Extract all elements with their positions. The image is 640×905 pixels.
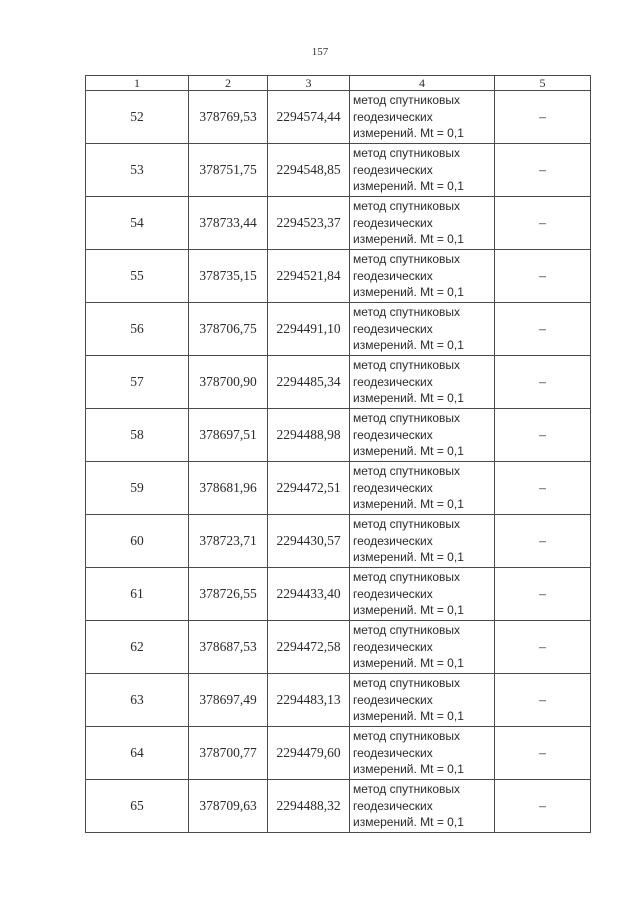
method-cell: метод спутниковых геодезических измерений. Mt = 0,1 bbox=[350, 462, 495, 515]
coord-x-cell: 378687,53 bbox=[189, 621, 268, 674]
method-cell: метод спутниковых геодезических измерений. Mt = 0,1 bbox=[350, 674, 495, 727]
header-row bbox=[86, 76, 591, 91]
table-row bbox=[86, 356, 591, 409]
method-cell: метод спутниковых геодезических измерений. Mt = 0,1 bbox=[350, 515, 495, 568]
table-row bbox=[86, 144, 591, 197]
table-row bbox=[86, 621, 591, 674]
coord-x-cell: 378706,75 bbox=[189, 303, 268, 356]
method-cell: метод спутниковых геодезических измерений. Mt = 0,1 bbox=[350, 621, 495, 674]
note-cell: – bbox=[495, 303, 591, 356]
note-cell: – bbox=[495, 250, 591, 303]
coord-x-cell: 378697,49 bbox=[189, 674, 268, 727]
table-row bbox=[86, 409, 591, 462]
point-number-cell: 57 bbox=[86, 356, 189, 409]
coord-x-cell: 378751,75 bbox=[189, 144, 268, 197]
method-cell: метод спутниковых геодезических измерений. Mt = 0,1 bbox=[350, 144, 495, 197]
coord-y-cell: 2294483,13 bbox=[268, 674, 350, 727]
method-cell: метод спутниковых геодезических измерений. Mt = 0,1 bbox=[350, 356, 495, 409]
point-number-cell: 58 bbox=[86, 409, 189, 462]
coord-y-cell: 2294479,60 bbox=[268, 727, 350, 780]
point-number-cell: 54 bbox=[86, 197, 189, 250]
point-number-cell: 62 bbox=[86, 621, 189, 674]
table-row bbox=[86, 197, 591, 250]
header-col-5: 5 bbox=[495, 76, 591, 91]
note-cell: – bbox=[495, 144, 591, 197]
method-cell: метод спутниковых геодезических измерений. Mt = 0,1 bbox=[350, 91, 495, 144]
coord-y-cell: 2294521,84 bbox=[268, 250, 350, 303]
coord-y-cell: 2294523,37 bbox=[268, 197, 350, 250]
page-number: 157 bbox=[311, 46, 329, 58]
coord-y-cell: 2294472,51 bbox=[268, 462, 350, 515]
header-col-4: 4 bbox=[350, 76, 495, 91]
table-row bbox=[86, 780, 591, 833]
table-header bbox=[86, 76, 591, 91]
note-cell: – bbox=[495, 356, 591, 409]
table-row bbox=[86, 250, 591, 303]
point-number-cell: 56 bbox=[86, 303, 189, 356]
point-number-cell: 52 bbox=[86, 91, 189, 144]
coord-y-cell: 2294472,58 bbox=[268, 621, 350, 674]
point-number-cell: 53 bbox=[86, 144, 189, 197]
note-cell: – bbox=[495, 621, 591, 674]
point-number-cell: 63 bbox=[86, 674, 189, 727]
point-number-cell: 61 bbox=[86, 568, 189, 621]
coord-x-cell: 378697,51 bbox=[189, 409, 268, 462]
note-cell: – bbox=[495, 515, 591, 568]
coord-y-cell: 2294485,34 bbox=[268, 356, 350, 409]
note-cell: – bbox=[495, 674, 591, 727]
note-cell: – bbox=[495, 727, 591, 780]
coord-x-cell: 378700,90 bbox=[189, 356, 268, 409]
table-row bbox=[86, 727, 591, 780]
method-cell: метод спутниковых геодезических измерений. Mt = 0,1 bbox=[350, 197, 495, 250]
table-row bbox=[86, 515, 591, 568]
coord-x-cell: 378681,96 bbox=[189, 462, 268, 515]
table-row bbox=[86, 303, 591, 356]
coord-y-cell: 2294488,98 bbox=[268, 409, 350, 462]
coord-y-cell: 2294574,44 bbox=[268, 91, 350, 144]
coord-x-cell: 378735,15 bbox=[189, 250, 268, 303]
coord-y-cell: 2294548,85 bbox=[268, 144, 350, 197]
method-cell: метод спутниковых геодезических измерений. Mt = 0,1 bbox=[350, 303, 495, 356]
coord-y-cell: 2294488,32 bbox=[268, 780, 350, 833]
table-row bbox=[86, 462, 591, 515]
method-cell: метод спутниковых геодезических измерений. Mt = 0,1 bbox=[350, 780, 495, 833]
point-number-cell: 55 bbox=[86, 250, 189, 303]
coord-y-cell: 2294430,57 bbox=[268, 515, 350, 568]
table-row bbox=[86, 674, 591, 727]
coordinates-table bbox=[85, 75, 591, 833]
coord-y-cell: 2294491,10 bbox=[268, 303, 350, 356]
note-cell: – bbox=[495, 91, 591, 144]
header-col-1: 1 bbox=[86, 76, 189, 91]
coord-x-cell: 378726,55 bbox=[189, 568, 268, 621]
note-cell: – bbox=[495, 568, 591, 621]
point-number-cell: 65 bbox=[86, 780, 189, 833]
method-cell: метод спутниковых геодезических измерений. Mt = 0,1 bbox=[350, 250, 495, 303]
method-cell: метод спутниковых геодезических измерений. Mt = 0,1 bbox=[350, 727, 495, 780]
point-number-cell: 60 bbox=[86, 515, 189, 568]
note-cell: – bbox=[495, 197, 591, 250]
method-cell: метод спутниковых геодезических измерений. Mt = 0,1 bbox=[350, 409, 495, 462]
point-number-cell: 64 bbox=[86, 727, 189, 780]
point-number-cell: 59 bbox=[86, 462, 189, 515]
note-cell: – bbox=[495, 462, 591, 515]
header-col-3: 3 bbox=[268, 76, 350, 91]
header-col-2: 2 bbox=[189, 76, 268, 91]
coord-y-cell: 2294433,40 bbox=[268, 568, 350, 621]
coord-x-cell: 378769,53 bbox=[189, 91, 268, 144]
note-cell: – bbox=[495, 409, 591, 462]
coord-x-cell: 378733,44 bbox=[189, 197, 268, 250]
table-row bbox=[86, 568, 591, 621]
coord-x-cell: 378700,77 bbox=[189, 727, 268, 780]
table-body bbox=[86, 91, 591, 833]
method-cell: метод спутниковых геодезических измерений. Mt = 0,1 bbox=[350, 568, 495, 621]
note-cell: – bbox=[495, 780, 591, 833]
coord-x-cell: 378709,63 bbox=[189, 780, 268, 833]
coord-x-cell: 378723,71 bbox=[189, 515, 268, 568]
table-row bbox=[86, 91, 591, 144]
